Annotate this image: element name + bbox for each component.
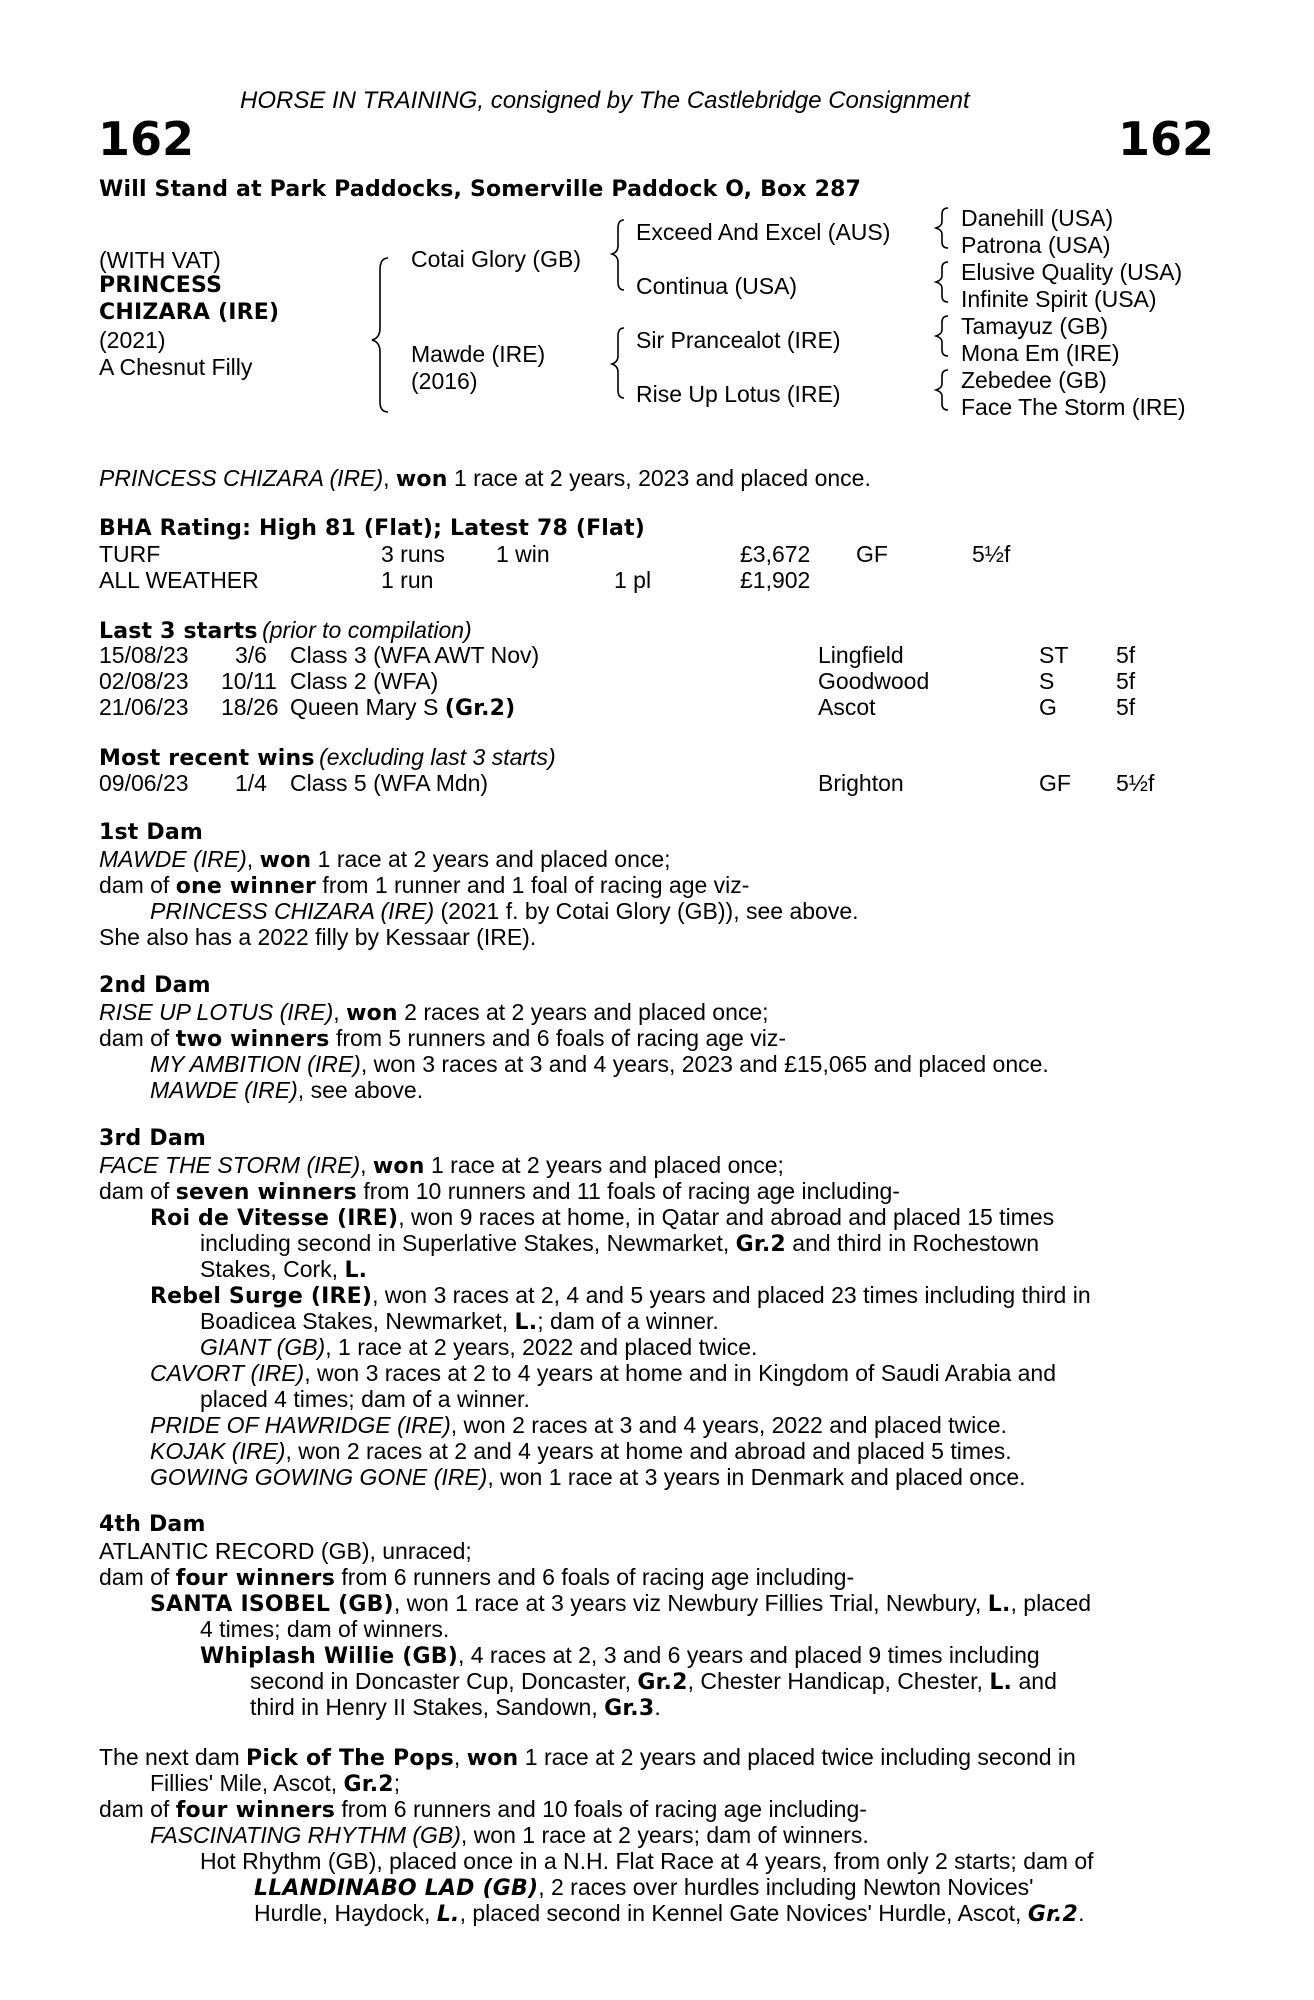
dam3-damof-bold: seven winners: [175, 1180, 357, 1205]
start-race-name: Queen Mary S: [290, 694, 439, 720]
whip-listed: L.: [989, 1670, 1013, 1695]
giant-line: [200, 1334, 757, 1360]
win-going: GF: [1039, 770, 1071, 796]
start-date: 15/08/23: [99, 642, 189, 668]
roi-line-3: [200, 1256, 367, 1284]
gen3-4: Infinite Spirit (USA): [961, 286, 1157, 312]
roi-name: Roi de Vitesse (IRE): [150, 1206, 399, 1231]
cavort-line-1: [150, 1360, 1056, 1386]
kojak-name: KOJAK (IRE): [150, 1438, 286, 1464]
dam1-progeny-text: (2021 f. by Cotai Glory (GB)), see above.: [434, 898, 859, 924]
g3-brace-2: [936, 262, 948, 302]
roi-text4: Stakes, Cork,: [200, 1256, 345, 1282]
whip-line-3: [250, 1694, 661, 1722]
dam3-heading: 3rd Dam: [99, 1126, 206, 1151]
llan-grade: Gr.2: [1027, 1902, 1079, 1927]
dam4-damof-bold: four winners: [175, 1566, 336, 1591]
dam1-won: won: [259, 848, 312, 873]
rebel-text2: Boadicea Stakes, Newmarket,: [200, 1308, 515, 1334]
start-course: Ascot: [818, 694, 876, 720]
whip-text3: , Chester Handicap, Chester,: [687, 1668, 990, 1694]
race-summary: PRINCESS CHIZARA (IRE), won 1 race at 2 years, 2023 and placed once.: [99, 465, 871, 492]
granddam-dam: Rise Up Lotus (IRE): [636, 381, 841, 407]
start-race: Class 3 (WFA AWT Nov): [290, 642, 540, 668]
next-dam-text2: Fillies' Mile, Ascot,: [150, 1770, 344, 1796]
start-pos: 18/26: [221, 694, 279, 720]
santa-name: SANTA ISOBEL (GB): [150, 1592, 394, 1617]
g3-brace-4: [936, 370, 948, 410]
next-dam-text1: 1 race at 2 years and placed twice including second in: [518, 1744, 1076, 1770]
dam1-name: MAWDE (IRE): [99, 846, 247, 872]
rating-going: GF: [856, 541, 888, 567]
gen3-3: Elusive Quality (USA): [961, 259, 1183, 285]
horse-description: A Chesnut Filly: [99, 354, 253, 380]
sire-name: Cotai Glory (GB): [411, 246, 581, 272]
dam1-dam-of: [99, 872, 749, 900]
roi-line-2: [200, 1230, 1039, 1258]
catalogue-header: HORSE IN TRAINING, consigned by The Castlebridge Consignment: [240, 87, 970, 114]
llan-line-1: [254, 1874, 1034, 1902]
recent-wins-title: Most recent wins: [99, 746, 315, 771]
rebel-name: Rebel Surge (IRE): [150, 1284, 373, 1309]
last-starts-title: Last 3 starts: [99, 619, 258, 644]
g3-brace-1: [936, 208, 948, 248]
dam3-damof-pre: dam of: [99, 1178, 176, 1204]
dam3-damof-post: from 10 runners and 11 foals of racing age including-: [356, 1178, 900, 1204]
whip-grade2: Gr.2: [637, 1670, 688, 1695]
llan-text1: , 2 races over hurdles including Newton Novices': [538, 1874, 1034, 1900]
dam2-p1-text: , won 3 races at 3 and 4 years, 2023 and £15,065 and placed once.: [360, 1051, 1049, 1077]
roi-grade: Gr.2: [735, 1232, 786, 1257]
cavort-name: CAVORT (IRE): [150, 1360, 305, 1386]
santa-line-2: 4 times; dam of winners.: [200, 1616, 450, 1642]
whip-text1: , 4 races at 2, 3 and 6 years and placed 9 times including: [457, 1642, 1040, 1668]
lot-number-right: 162: [1118, 112, 1215, 166]
sire-brace: [612, 220, 624, 290]
dam2-p1-name: MY AMBITION (IRE): [150, 1051, 361, 1077]
horse-name-line2: CHIZARA (IRE): [99, 300, 280, 325]
start-race: Class 2 (WFA): [290, 668, 439, 694]
dam3-won: won: [372, 1154, 425, 1179]
llan-line-2: [254, 1900, 1084, 1928]
gowing-name: GOWING GOWING GONE (IRE): [150, 1464, 488, 1490]
dam4-damof-post: from 6 runners and 6 foals of racing age including-: [335, 1564, 855, 1590]
start-going: S: [1039, 668, 1055, 694]
rating-surface-aw: ALL WEATHER: [99, 567, 259, 593]
gen3-1: Danehill (USA): [961, 205, 1114, 231]
win-dist: 5½f: [1116, 770, 1155, 796]
whip-text5: third in Henry II Stakes, Sandown,: [250, 1694, 605, 1720]
dam2-progeny-2: [150, 1077, 423, 1103]
summary-horse-name: PRINCESS CHIZARA (IRE): [99, 465, 384, 491]
rating-surface: TURF: [99, 541, 161, 567]
summary-won: won: [395, 467, 448, 492]
next-dam-dam-of: [99, 1796, 867, 1824]
grandsire-sire: Exceed And Excel (AUS): [636, 219, 891, 245]
rating-wins: 1 win: [496, 541, 550, 567]
start-pos: 3/6: [235, 642, 267, 668]
rebel-text1: , won 3 races at 2, 4 and 5 years and placed 23 times including third in: [372, 1282, 1091, 1308]
kojak-line: [150, 1438, 1012, 1464]
bha-rating: BHA Rating: High 81 (Flat); Latest 78 (Flat): [99, 516, 646, 541]
next-dam-text3: ;: [393, 1770, 401, 1796]
roi-text2: including second in Superlative Stakes, Newmarket,: [200, 1230, 736, 1256]
dam2-damof-post: from 5 runners and 6 foals of racing age viz-: [329, 1025, 786, 1051]
dam4-heading: 4th Dam: [99, 1512, 206, 1537]
llan-text2: Hurdle, Haydock,: [254, 1900, 437, 1926]
dam1-heading: 1st Dam: [99, 820, 204, 845]
dam2-line: RISE UP LOTUS (IRE), won 2 races at 2 years and placed once;: [99, 999, 769, 1026]
summary-text: 1 race at 2 years, 2023 and placed once.: [447, 465, 871, 491]
dam1-text: 1 race at 2 years and placed once;: [311, 846, 671, 872]
cavort-line-2: placed 4 times; dam of a winner.: [200, 1386, 530, 1412]
fasc-name: FASCINATING RHYTHM (GB): [150, 1822, 461, 1848]
win-pos: 1/4: [235, 770, 267, 796]
stand-location: Will Stand at Park Paddocks, Somerville Paddock O, Box 287: [99, 177, 862, 202]
gowing-text: , won 1 race at 3 years in Denmark and placed once.: [487, 1464, 1026, 1490]
llan-text4: .: [1078, 1900, 1085, 1926]
start-course: Lingfield: [818, 642, 904, 668]
g3-brace-3: [936, 316, 948, 356]
dam3-name: FACE THE STORM (IRE): [99, 1152, 361, 1178]
grandsire-dam: Sir Prancealot (IRE): [636, 327, 841, 353]
dam3-text: 1 race at 2 years and placed once;: [424, 1152, 784, 1178]
rebel-line-1: [150, 1282, 1091, 1310]
rating-runs: 3 runs: [381, 541, 445, 567]
next-dam-grade: Gr.2: [343, 1772, 394, 1797]
start-dist: 5f: [1116, 668, 1136, 694]
rating-dist: 5½f: [972, 541, 1011, 567]
dam2-damof-pre: dam of: [99, 1025, 176, 1051]
dam3-line: FACE THE STORM (IRE), won 1 race at 2 years and placed once;: [99, 1152, 784, 1179]
llan-name: LLANDINABO LAD (GB): [254, 1876, 539, 1901]
start-date: 02/08/23: [99, 668, 189, 694]
next-damof-bold: four winners: [175, 1798, 336, 1823]
dam2-heading: 2nd Dam: [99, 973, 211, 998]
dam4-dam-of: [99, 1564, 854, 1592]
gen3-8: Face The Storm (IRE): [961, 394, 1186, 420]
whip-line-1: [200, 1642, 1040, 1670]
giant-name: GIANT (GB): [200, 1334, 326, 1360]
next-dam-line-2: [150, 1770, 400, 1798]
whip-name: Whiplash Willie (GB): [200, 1644, 458, 1669]
dam2-won: won: [346, 1001, 398, 1026]
santa-line-1: [150, 1590, 1091, 1618]
dam2-p2-text: , see above.: [297, 1077, 424, 1103]
start-course: Goodwood: [818, 668, 930, 694]
rebel-text3: ; dam of a winner.: [537, 1308, 719, 1334]
gen3-5: Tamayuz (GB): [961, 313, 1108, 339]
next-dam-pre: The next dam: [99, 1744, 247, 1770]
gen3-6: Mona Em (IRE): [961, 340, 1120, 366]
cavort-text1: , won 3 races at 2 to 4 years at home and in Kingdom of Saudi Arabia and: [304, 1360, 1057, 1386]
dam1-progeny: [150, 898, 859, 924]
dam2-progeny-1: [150, 1051, 1049, 1077]
dam1-progeny-name: PRINCESS CHIZARA (IRE): [150, 898, 435, 924]
dam4-line: ATLANTIC RECORD (GB), unraced;: [99, 1538, 472, 1564]
dam1-note: She also has a 2022 filly by Kessaar (IRE).: [99, 924, 537, 950]
dam1-damof-bold: one winner: [175, 874, 317, 899]
horse-name-line1: PRINCESS: [99, 273, 223, 298]
main-brace: [372, 258, 388, 412]
santa-text1: , won 1 race at 3 years viz Newbury Fillies Trial, Newbury,: [393, 1590, 988, 1616]
start-going: ST: [1039, 642, 1069, 668]
win-race: Class 5 (WFA Mdn): [290, 770, 489, 796]
rating-placed-aw: 1 pl: [614, 567, 652, 593]
hot-line: Hot Rhythm (GB), placed once in a N.H. Flat Race at 4 years, from only 2 starts; dam of: [200, 1848, 1094, 1874]
vat-note: (WITH VAT): [99, 247, 221, 273]
dam2-text: 2 races at 2 years and placed once;: [397, 999, 769, 1025]
start-date: 21/06/23: [99, 694, 189, 720]
start-race: [290, 694, 515, 722]
gen3-7: Zebedee (GB): [961, 367, 1107, 393]
rebel-line-2: [200, 1308, 719, 1336]
roi-line-1: [150, 1204, 1054, 1232]
next-damof-post: from 6 runners and 10 foals of racing age including-: [335, 1796, 867, 1822]
next-dam-line-1: The next dam Pick of The Pops, won 1 race at 2 years and placed twice including second in: [99, 1744, 1076, 1771]
dam2-dam-of: [99, 1025, 786, 1053]
whip-line-2: [250, 1668, 1057, 1696]
llan-text3: , placed second in Kennel Gate Novices' Hurdle, Ascot,: [459, 1900, 1028, 1926]
llan-listed: L.: [436, 1902, 460, 1927]
pride-name: PRIDE OF HAWRIDGE (IRE): [150, 1412, 451, 1438]
lot-number-left: 162: [98, 112, 195, 166]
last-starts-heading: [99, 617, 472, 644]
dam-name: Mawde (IRE): [411, 341, 546, 367]
win-course: Brighton: [818, 770, 904, 796]
dam1-damof-post: from 1 runner and 1 foal of racing age viz-: [316, 872, 750, 898]
dam2-p2-name: MAWDE (IRE): [150, 1077, 298, 1103]
start-dist: 5f: [1116, 694, 1136, 720]
next-damof-pre: dam of: [99, 1796, 176, 1822]
rating-prize: £3,672: [740, 541, 811, 567]
start-pos: 10/11: [221, 668, 277, 694]
next-dam-name: Pick of The Pops: [246, 1746, 454, 1771]
gen3-2: Patrona (USA): [961, 232, 1111, 258]
fasc-text: , won 1 race at 2 years; dam of winners.: [460, 1822, 869, 1848]
kojak-text: , won 2 races at 2 and 4 years at home and abroad and placed 5 times.: [285, 1438, 1012, 1464]
recent-wins-note: (excluding last 3 starts): [319, 744, 556, 770]
rating-runs-aw: 1 run: [381, 567, 434, 593]
santa-listed: L.: [987, 1592, 1011, 1617]
dam1-line: MAWDE (IRE), won 1 race at 2 years and placed once;: [99, 846, 671, 873]
rating-prize-aw: £1,902: [740, 567, 811, 593]
next-dam-won: won: [466, 1746, 519, 1771]
dam3-dam-of: [99, 1178, 900, 1206]
pride-text: , won 2 races at 3 and 4 years, 2022 and placed twice.: [450, 1412, 1007, 1438]
santa-text2: , placed: [1010, 1590, 1092, 1616]
dam4-damof-pre: dam of: [99, 1564, 176, 1590]
dam-brace: [612, 328, 624, 398]
gowing-line: [150, 1464, 1026, 1490]
roi-text1: , won 9 races at home, in Qatar and abroad and placed 15 times: [398, 1204, 1055, 1230]
whip-grade3: Gr.3: [604, 1696, 655, 1721]
rebel-listed: L.: [514, 1310, 538, 1335]
start-race-grade: (Gr.2): [444, 696, 516, 721]
giant-text: , 1 race at 2 years, 2022 and placed twice.: [325, 1334, 758, 1360]
dam1-damof-pre: dam of: [99, 872, 176, 898]
dam2-damof-bold: two winners: [175, 1027, 330, 1052]
dam2-name: RISE UP LOTUS (IRE): [99, 999, 334, 1025]
rating-row-turf: [99, 541, 160, 567]
fasc-line: [150, 1822, 869, 1848]
whip-text6: .: [654, 1694, 661, 1720]
start-going: G: [1039, 694, 1057, 720]
pride-line: [150, 1412, 1007, 1438]
roi-listed: L.: [344, 1258, 368, 1283]
granddam-sire: Continua (USA): [636, 273, 798, 299]
roi-text3: and third in Rochestown: [785, 1230, 1040, 1256]
recent-wins-heading: [99, 744, 556, 771]
whip-text2: second in Doncaster Cup, Doncaster,: [250, 1668, 638, 1694]
horse-year: (2021): [99, 327, 166, 353]
whip-text4: and: [1012, 1668, 1057, 1694]
start-dist: 5f: [1116, 642, 1136, 668]
win-date: 09/06/23: [99, 770, 189, 796]
last-starts-note: (prior to compilation): [262, 617, 472, 643]
dam-year: (2016): [411, 368, 478, 394]
